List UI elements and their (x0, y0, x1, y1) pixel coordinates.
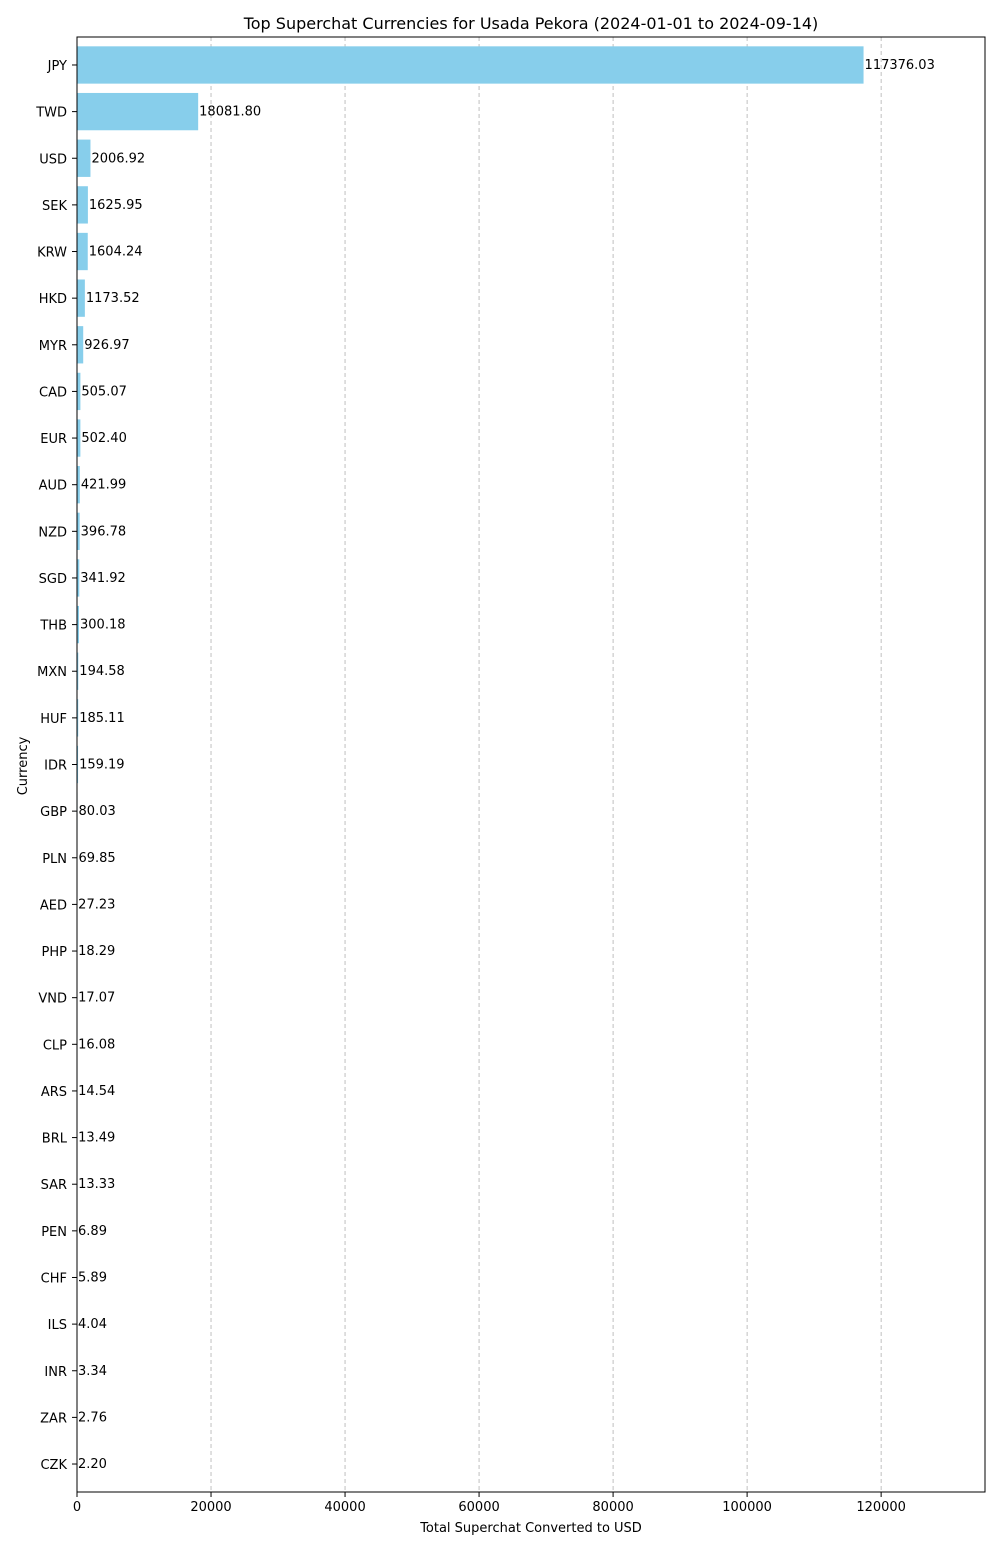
grid-lines (77, 37, 881, 1492)
data-label: 16.08 (78, 1037, 115, 1052)
data-label: 13.49 (78, 1131, 115, 1146)
data-label: 80.03 (79, 804, 116, 819)
y-tick-label: ARS (41, 1085, 67, 1100)
bar (77, 140, 90, 177)
data-label: 117376.03 (865, 58, 935, 73)
x-tick-label: 40000 (324, 1500, 365, 1515)
y-tick-label: INR (44, 1365, 67, 1380)
x-tick-label: 0 (73, 1500, 81, 1515)
y-tick-label: USD (39, 152, 67, 167)
y-tick-label: VND (38, 992, 67, 1007)
x-tick-label: 60000 (458, 1500, 499, 1515)
y-tick-label: JPY (47, 59, 67, 74)
y-tick-label: THB (39, 619, 67, 634)
x-tick-label: 80000 (592, 1500, 633, 1515)
value-labels (78, 58, 935, 1472)
y-tick-label: CHF (41, 1271, 67, 1286)
bar (77, 373, 80, 410)
data-label: 194.58 (79, 664, 125, 679)
data-label: 3.34 (78, 1364, 107, 1379)
data-label: 2.76 (78, 1410, 107, 1425)
y-tick-label: SGD (39, 572, 67, 587)
data-label: 18.29 (78, 944, 115, 959)
y-tick-label: PLN (42, 852, 67, 867)
y-tick-label: HKD (39, 292, 67, 307)
data-label: 6.89 (78, 1224, 107, 1239)
y-tick-label: AED (40, 898, 67, 913)
data-label: 17.07 (78, 991, 115, 1006)
data-label: 926.97 (84, 338, 130, 353)
x-axis-label: Total Superchat Converted to USD (419, 1521, 642, 1536)
data-label: 396.78 (81, 524, 127, 539)
x-axis (73, 1492, 906, 1515)
data-label: 5.89 (78, 1270, 107, 1285)
x-tick-label: 120000 (856, 1500, 906, 1515)
y-tick-label: BRL (42, 1132, 68, 1147)
bar (77, 186, 88, 223)
data-label: 69.85 (78, 851, 115, 866)
y-tick-label: NZD (38, 525, 67, 540)
data-label: 502.40 (81, 431, 127, 446)
data-label: 1625.95 (89, 198, 143, 213)
y-tick-label: AUD (39, 479, 67, 494)
data-label: 1604.24 (89, 245, 143, 260)
y-tick-label: CLP (43, 1038, 67, 1053)
data-label: 2006.92 (91, 151, 145, 166)
y-tick-label: CZK (40, 1458, 67, 1473)
y-tick-label: CAD (39, 385, 67, 400)
y-tick-label: MXN (37, 665, 67, 680)
y-axis-label: Currency (16, 736, 31, 795)
data-label: 14.54 (78, 1084, 115, 1099)
data-label: 27.23 (78, 897, 115, 912)
y-tick-label: SEK (42, 199, 67, 214)
y-tick-label: PHP (42, 945, 68, 960)
bar (77, 46, 864, 83)
data-label: 1173.52 (86, 291, 140, 306)
bar (77, 233, 88, 270)
y-tick-label: IDR (44, 759, 67, 774)
bar (77, 93, 198, 130)
bar (77, 326, 83, 363)
bar (77, 280, 85, 317)
x-tick-label: 20000 (190, 1500, 231, 1515)
data-label: 159.19 (79, 758, 125, 773)
bars (77, 46, 864, 1482)
y-tick-label: PEN (41, 1225, 67, 1240)
x-tick-label: 100000 (722, 1500, 772, 1515)
bar (77, 419, 80, 456)
y-tick-label: ILS (48, 1318, 67, 1333)
y-tick-label: EUR (40, 432, 67, 447)
data-label: 4.04 (78, 1317, 107, 1332)
y-axis (35, 59, 77, 1473)
y-tick-label: GBP (40, 805, 67, 820)
data-label: 505.07 (81, 384, 127, 399)
data-label: 2.20 (78, 1457, 107, 1472)
plot-frame (77, 37, 985, 1492)
y-tick-label: SAR (41, 1178, 67, 1193)
data-label: 185.11 (79, 711, 125, 726)
y-tick-label: ZAR (40, 1411, 67, 1426)
data-label: 300.18 (80, 618, 126, 633)
data-label: 18081.80 (199, 105, 261, 120)
data-label: 13.33 (78, 1177, 115, 1192)
y-tick-label: MYR (39, 339, 67, 354)
y-tick-label: TWD (35, 106, 67, 121)
y-tick-label: KRW (37, 246, 67, 261)
data-label: 421.99 (81, 478, 127, 493)
data-label: 341.92 (80, 571, 126, 586)
y-tick-label: HUF (40, 712, 67, 727)
chart-title: Top Superchat Currencies for Usada Pekora (2024-01-01 to 2024-09-14) (243, 14, 819, 33)
